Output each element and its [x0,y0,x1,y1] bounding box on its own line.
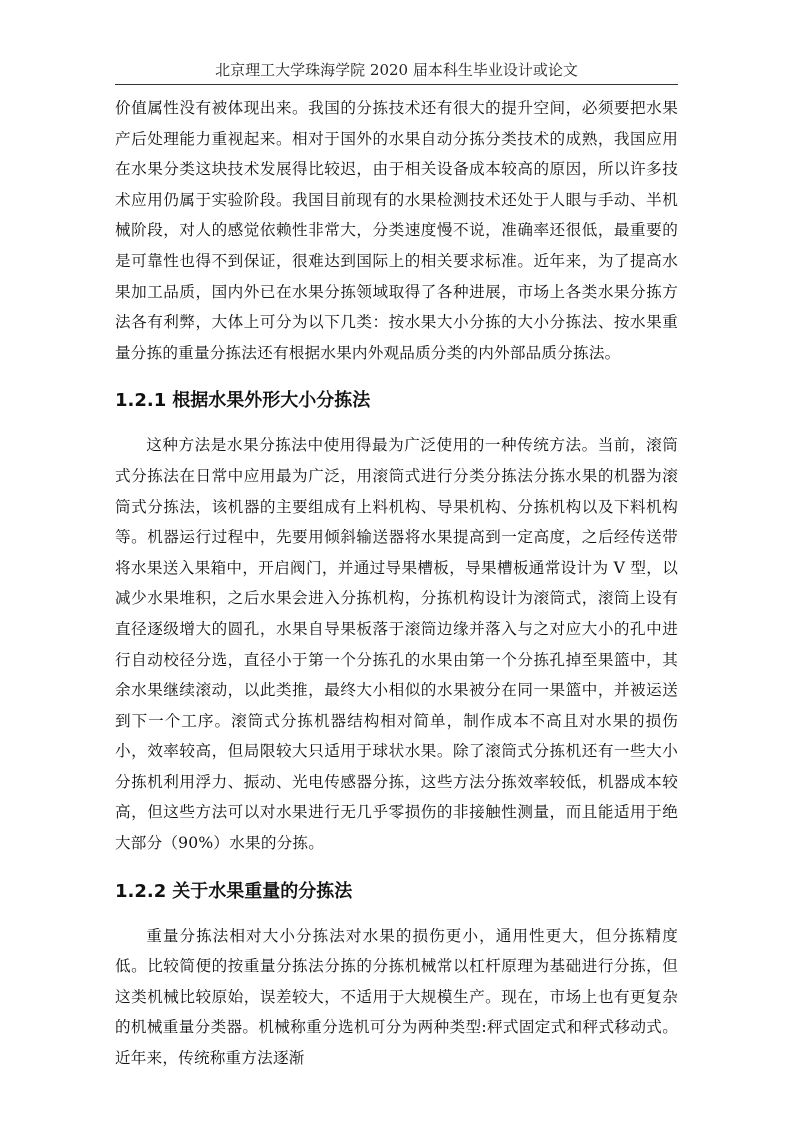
section-heading-1-2-1 [115,386,678,416]
section-heading-1-2-2 [115,877,678,907]
header-rule [115,84,678,85]
intro-paragraph: 价值属性没有被体现出来。我国的分拣技术还有很大的提升空间，必须要把水果产后处理能力重视起来。相对于国外的水果自动分拣分类技术的成熟，我国应用在水果分类这块技术发展得比较迟，由于相关设备成本较高的原因，所以许多技术应用仍属于实验阶段。我国目前现有的水果检测技术还处于人眼与手动、半机械阶段，对人的感觉依赖性非常大，分类速度慢不说，准确率还很低，最重要的是可靠性也得不到保证，很难达到国际上的相关要求标准。近年来，为了提高水果加工品质，国内外已在水果分拣领域取得了各种进展，市场上各类水果分拣方法各有利弊，大体上可分为以下几类：按水果大小分拣的大小分拣法、按水果重量分拣的重量分拣法还有根据水果内外观品质分类的内外部品质分拣法。 [115,99,678,362]
section-title: 关于水果重量的分拣法 [172,880,353,902]
section-number: 1.2.1 [115,390,167,412]
page-header: 北京理工大学珠海学院 2020 届本科生毕业设计或论文 [215,61,578,79]
section-title: 根据水果外形大小分拣法 [172,390,371,412]
section-1-2-1-paragraph: 这种方法是水果分拣法中使用得最为广泛使用的一种传统方法。当前，滚筒式分拣法在日常中应用最为广泛，用滚筒式进行分类分拣法分拣水果的机器为滚筒式分拣法，该机器的主要组成有上料机构、导果机构、分拣机构以及下料机构等。机器运行过程中，先要用倾斜输送器将水果提高到一定高度，之后经传送带将水果送入果箱中，开启阀门，并通过导果槽板，导果槽板通常设计为 V 型，以减少水果堆积，之后水果会进入分拣机构，分拣机构设计为滚筒式，滚筒上设有直径逐级增大的圆孔，水果自导果板落于滚筒边缘并落入与之对应大小的孔中进行自动校径分选，直径小于第一个分拣孔的水果由第一个分拣孔掉至果篮中，其余水果继续滚动，以此类推，最终大小相似的水果被分在同一果篮中，并被运送到下一个工序。滚筒式分拣机器结构相对简单，制作成本不高且对水果的损伤小，效率较高，但局限较大只适用于球状水果。除了滚筒式分拣机还有一些大小分拣机利用浮力、振动、光电传感器分拣，这些方法分拣效率较低，机器成本较高，但这些方法可以对水果进行无几乎零损伤的非接触性测量，而且能适用于绝大部分（90%）水果的分拣。 [115,436,678,853]
section-1-2-2-paragraph: 重量分拣法相对大小分拣法对水果的损伤更小，通用性更大，但分拣精度低。比较简便的按重量分拣法分拣的分拣机械常以杠杆原理为基础进行分拣，但这类机械比较原始，误差较大，不适用于大规模生产。现在，市场上也有更复杂的机械重量分类器。机械称重分选机可分为两种类型:秤式固定式和秤式移动式。近年来，传统称重方法逐渐 [115,926,678,1068]
page-content [115,93,678,1074]
section-number: 1.2.2 [115,880,167,902]
